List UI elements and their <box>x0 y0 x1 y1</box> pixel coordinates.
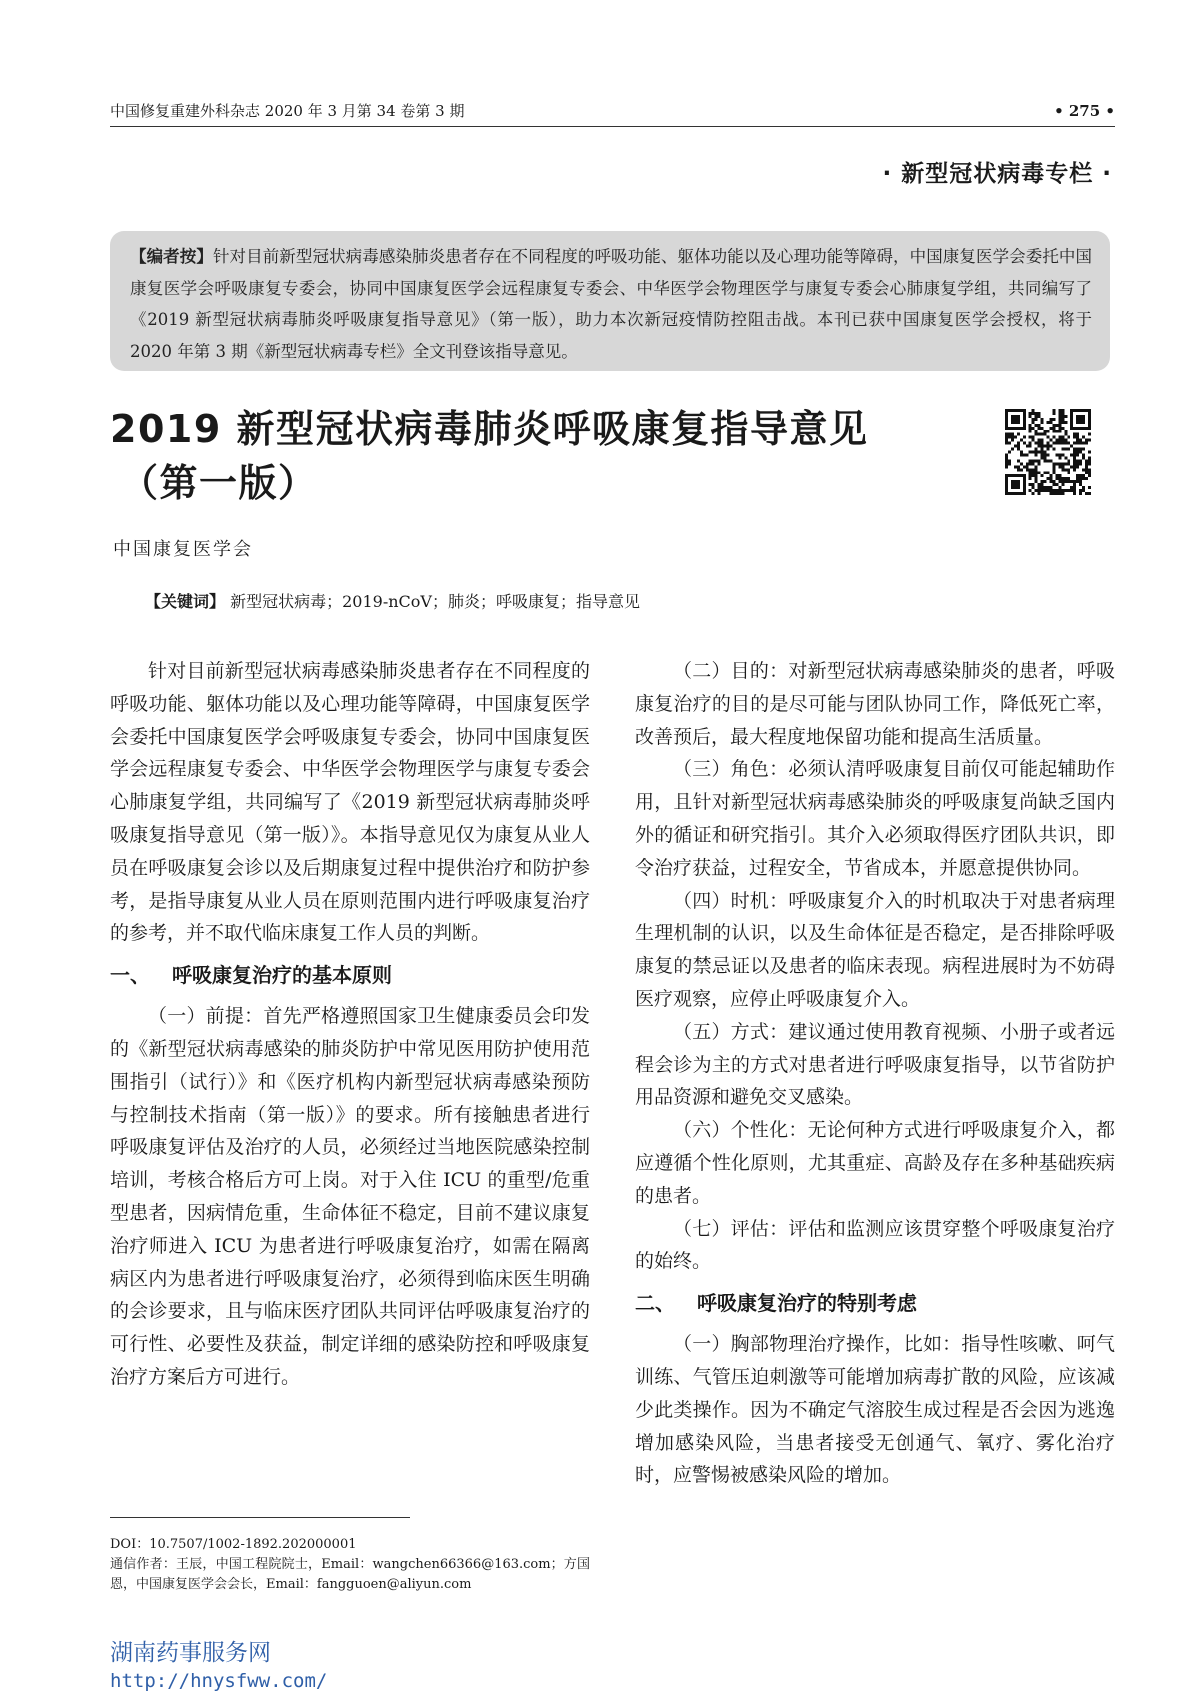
footnote <box>110 1535 590 1595</box>
qr-code-icon <box>1005 409 1091 495</box>
editor-note-text: 针对目前新型冠状病毒感染肺炎患者存在不同程度的呼吸功能、躯体功能以及心理功能等障碍，中国康复医学会委托中国康复医学会呼吸康复专委会，协同中国康复医学会远程康复专委会、中华医学会物理医学与康复专委会心肺康复学组，共同编写了《2019 新型冠状病毒肺炎呼吸康复指导意见》（第一版），助力本次新冠疫情防控阻击战。本刊已获中国康复医学会授权，将于 2020 年第 3 期《新型冠状病毒专栏》全文刊登该指导意见。 <box>130 247 1093 361</box>
journal-header <box>110 100 1115 127</box>
section-number-2: 二、 <box>635 1291 675 1316</box>
personalization-paragraph: （六）个性化：无论何种方式进行呼吸康复介入，都应遵循个性化原则，尤其重症、高龄及存在多种基础疾病的患者。 <box>635 1119 1115 1207</box>
section-heading-2 <box>635 1286 1115 1320</box>
keywords <box>145 590 640 614</box>
keywords-label: 【关键词】 <box>145 592 226 611</box>
section-number-1: 一、 <box>110 963 150 988</box>
article-title <box>110 402 990 510</box>
role-paragraph: （三）角色：必须认清呼吸康复目前仅可能起辅助作用，且针对新型冠状病毒感染肺炎的呼吸康复尚缺乏国内外的循证和研究指引。其介入必须取得医疗团队共识，即令治疗获益，过程安全，节省成本，并愿意提供协同。 <box>635 758 1115 879</box>
section-heading-1 <box>110 958 590 992</box>
page-number: • 275 • <box>1054 102 1115 120</box>
right-column <box>635 655 1115 1492</box>
left-column <box>110 655 590 1394</box>
keywords-text: 新型冠状病毒；2019-nCoV；肺炎；呼吸康复；指导意见 <box>230 592 640 611</box>
journal-citation: 中国修复重建外科杂志 2020 年 3 月第 34 卷第 3 期 <box>110 102 465 120</box>
premise-paragraph: （一）前提：首先严格遵照国家卫生健康委员会印发的《新型冠状病毒感染的肺炎防护中常见医用防护使用范围指引（试行）》和《医疗机构内新型冠状病毒感染预防与控制技术指南（第一版）》的要求。所有接触患者进行呼吸康复评估及治疗的人员，必须经过当地医院感染控制培训，考核合格后方可上岗。对于入住 ICU 的重型/危重型患者，因病情危重，生命体征不稳定，目前不建议康复治疗师进入 ICU 为患者进行呼吸康复治疗，如需在隔离病区内为患者进行呼吸康复治疗，必须得到临床医生明确的会诊要求，且与临床医疗团队共同评估呼吸康复治疗的可行性、必要性及获益，制定详细的感染防控和呼吸康复治疗方案后方可进行。 <box>110 1005 590 1388</box>
watermark <box>110 1638 327 1694</box>
method-paragraph: （五）方式：建议通过使用教育视频、小册子或者远程会诊为主的方式对患者进行呼吸康复指导，以节省防护用品资源和避免交叉感染。 <box>635 1020 1115 1109</box>
chest-therapy-paragraph: （一）胸部物理治疗操作，比如：指导性咳嗽、呵气训练、气管压迫刺激等可能增加病毒扩散的风险，应该减少此类操作。因为不确定气溶胶生成过程是否会因为逃逸增加感染风险，当患者接受无创通气、氧疗、雾化治疗时，应警惕被感染风险的增加。 <box>635 1333 1115 1487</box>
section-title-1: 呼吸康复治疗的基本原则 <box>172 963 392 988</box>
correspondence: 通信作者：王辰，中国工程院院士，Email：wangchen66366@163.com；方国恩，中国康复医学会会长，Email：fangguoen@aliyun.com <box>110 1557 590 1592</box>
intro-paragraph: 针对目前新型冠状病毒感染肺炎患者存在不同程度的呼吸功能、躯体功能以及心理功能等障碍，中国康复医学会委托中国康复医学会呼吸康复专委会，协同中国康复医学会远程康复专委会、中华医学会物理医学与康复专委会心肺康复学组，共同编写了《2019 新型冠状病毒肺炎呼吸康复指导意见（第一版）》。本指导意见仅为康复从业人员在呼吸康复会诊以及后期康复过程中提供治疗和防护参考，是指导康复从业人员在原则范围内进行呼吸康复治疗的参考，并不取代临床康复工作人员的判断。 <box>110 660 590 945</box>
title-line-2: （第一版） <box>120 461 318 505</box>
watermark-site-url[interactable]: http://hnysfww.com/ <box>110 1670 328 1692</box>
title-line-1: 2019 新型冠状病毒肺炎呼吸康复指导意见 <box>110 407 869 451</box>
assessment-paragraph: （七）评估：评估和监测应该贯穿整个呼吸康复治疗的始终。 <box>635 1217 1115 1273</box>
editor-note-tag: 【编者按】 <box>130 247 213 266</box>
timing-paragraph: （四）时机：呼吸康复介入的时机取决于对患者病理生理机制的认识，以及生命体征是否稳定，是否排除呼吸康复的禁忌证以及患者的临床表现。病程进展时为不妨碍医疗观察，应停止呼吸康复介入。 <box>635 889 1115 1010</box>
watermark-site-name: 湖南药事服务网 <box>110 1640 271 1666</box>
editor-note <box>110 231 1110 371</box>
column-label: · 新型冠状病毒专栏 · <box>882 161 1112 187</box>
doi: DOI：10.7507/1002-1892.202000001 <box>110 1537 357 1552</box>
goal-paragraph: （二）目的：对新型冠状病毒感染肺炎的患者，呼吸康复治疗的目的是尽可能与团队协同工作，降低死亡率，改善预后，最大程度地保留功能和提高生活质量。 <box>635 660 1115 748</box>
section-title-2: 呼吸康复治疗的特别考虑 <box>697 1291 917 1316</box>
author: 中国康复医学会 <box>113 539 253 560</box>
footnote-divider <box>110 1517 410 1518</box>
